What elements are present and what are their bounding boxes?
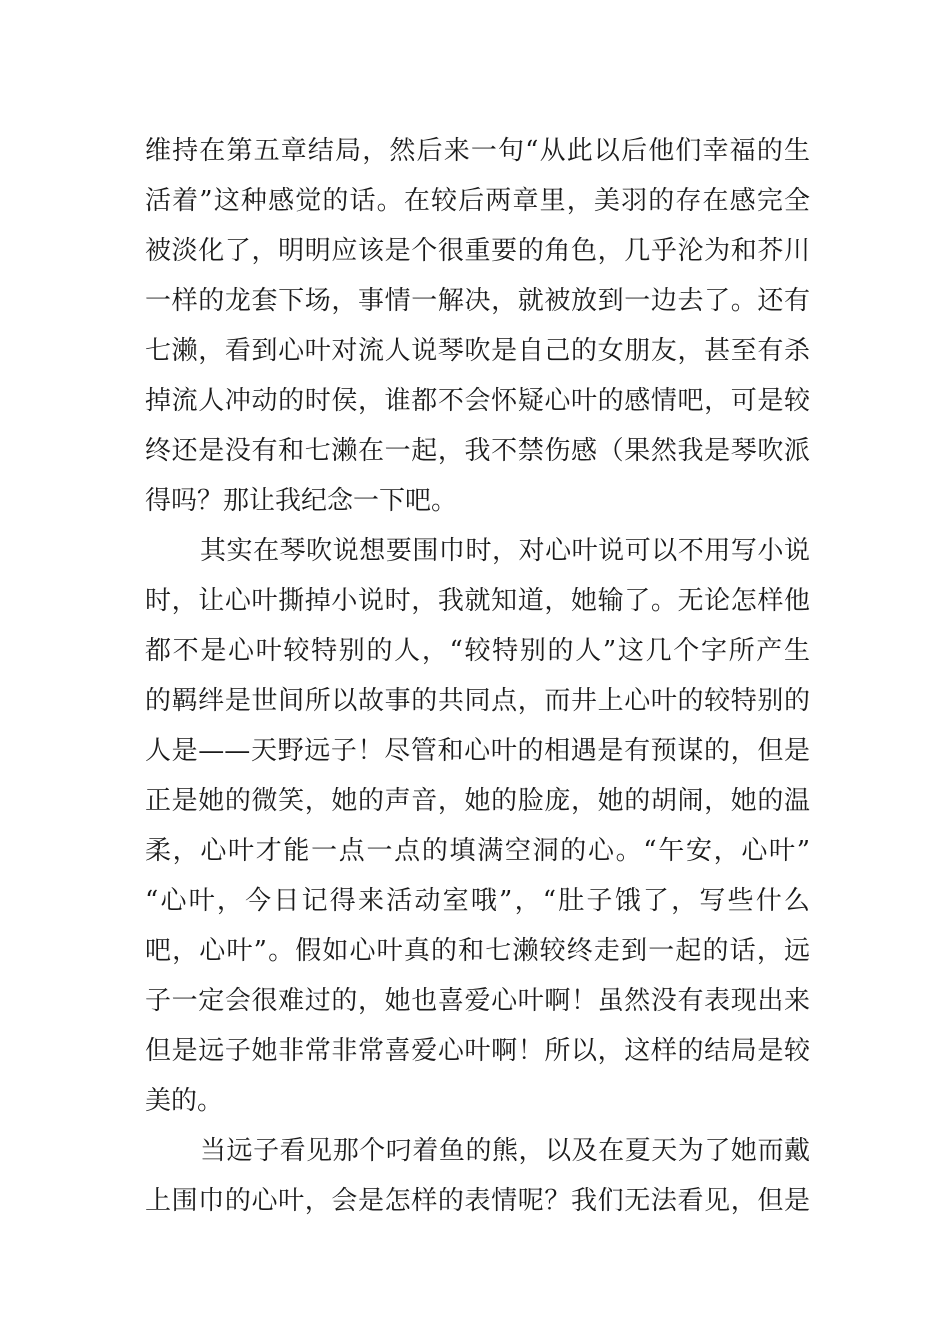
paragraph-3 (145, 1126, 810, 1226)
text-line: 的羁绊是世间所以故事的共同点，而井上心叶的较特别的 (145, 686, 810, 716)
text-line: 其实在琴吹说想要围巾时，对心叶说可以不用写小说 (200, 536, 810, 566)
text-line: 掉流人冲动的时侯，谁都不会怀疑心叶的感情吧，可是较 (145, 386, 810, 416)
text-line: 活着”这种感觉的话。在较后两章里，美羽的存在感完全 (145, 186, 810, 216)
paragraph-2 (145, 526, 810, 1126)
text-line: 当远子看见那个叼着鱼的熊，以及在夏天为了她而戴 (200, 1136, 810, 1166)
text-line: 美的。 (145, 1086, 224, 1116)
text-line: 被淡化了，明明应该是个很重要的角色，几乎沦为和芥川 (145, 236, 810, 266)
text-line: 终还是没有和七濑在一起，我不禁伤感（果然我是琴吹派 (145, 436, 810, 466)
paragraph-1 (145, 126, 810, 526)
text-line: 维持在第五章结局，然后来一句“从此以后他们幸福的生 (145, 136, 810, 166)
text-line: 都不是心叶较特别的人，“较特别的人”这几个字所产生 (145, 636, 810, 666)
text-line: 子一定会很难过的，她也喜爱心叶啊！虽然没有表现出来 (145, 986, 810, 1016)
text-line: 得吗？那让我纪念一下吧。 (145, 486, 458, 516)
text-line: 正是她的微笑，她的声音，她的脸庞，她的胡闹，她的温 (145, 786, 810, 816)
text-line: 七濑，看到心叶对流人说琴吹是自己的女朋友，甚至有杀 (145, 336, 810, 366)
text-line: “心叶，今日记得来活动室哦”，“肚子饿了，写些什么 (145, 886, 810, 916)
text-line: 一样的龙套下场，事情一解决，就被放到一边去了。还有 (145, 286, 810, 316)
text-line: 时，让心叶撕掉小说时，我就知道，她输了。无论怎样他 (145, 586, 810, 616)
text-line: 吧，心叶”。假如心叶真的和七濑较终走到一起的话，远 (145, 936, 810, 966)
text-line: 上围巾的心叶，会是怎样的表情呢？我们无法看见，但是 (145, 1186, 810, 1216)
text-line: 人是——天野远子！尽管和心叶的相遇是有预谋的，但是 (145, 736, 810, 766)
document-page (145, 126, 810, 1226)
text-line: 但是远子她非常非常喜爱心叶啊！所以，这样的结局是较 (145, 1036, 810, 1066)
text-line: 柔，心叶才能一点一点的填满空洞的心。“午安，心叶” (145, 836, 810, 866)
